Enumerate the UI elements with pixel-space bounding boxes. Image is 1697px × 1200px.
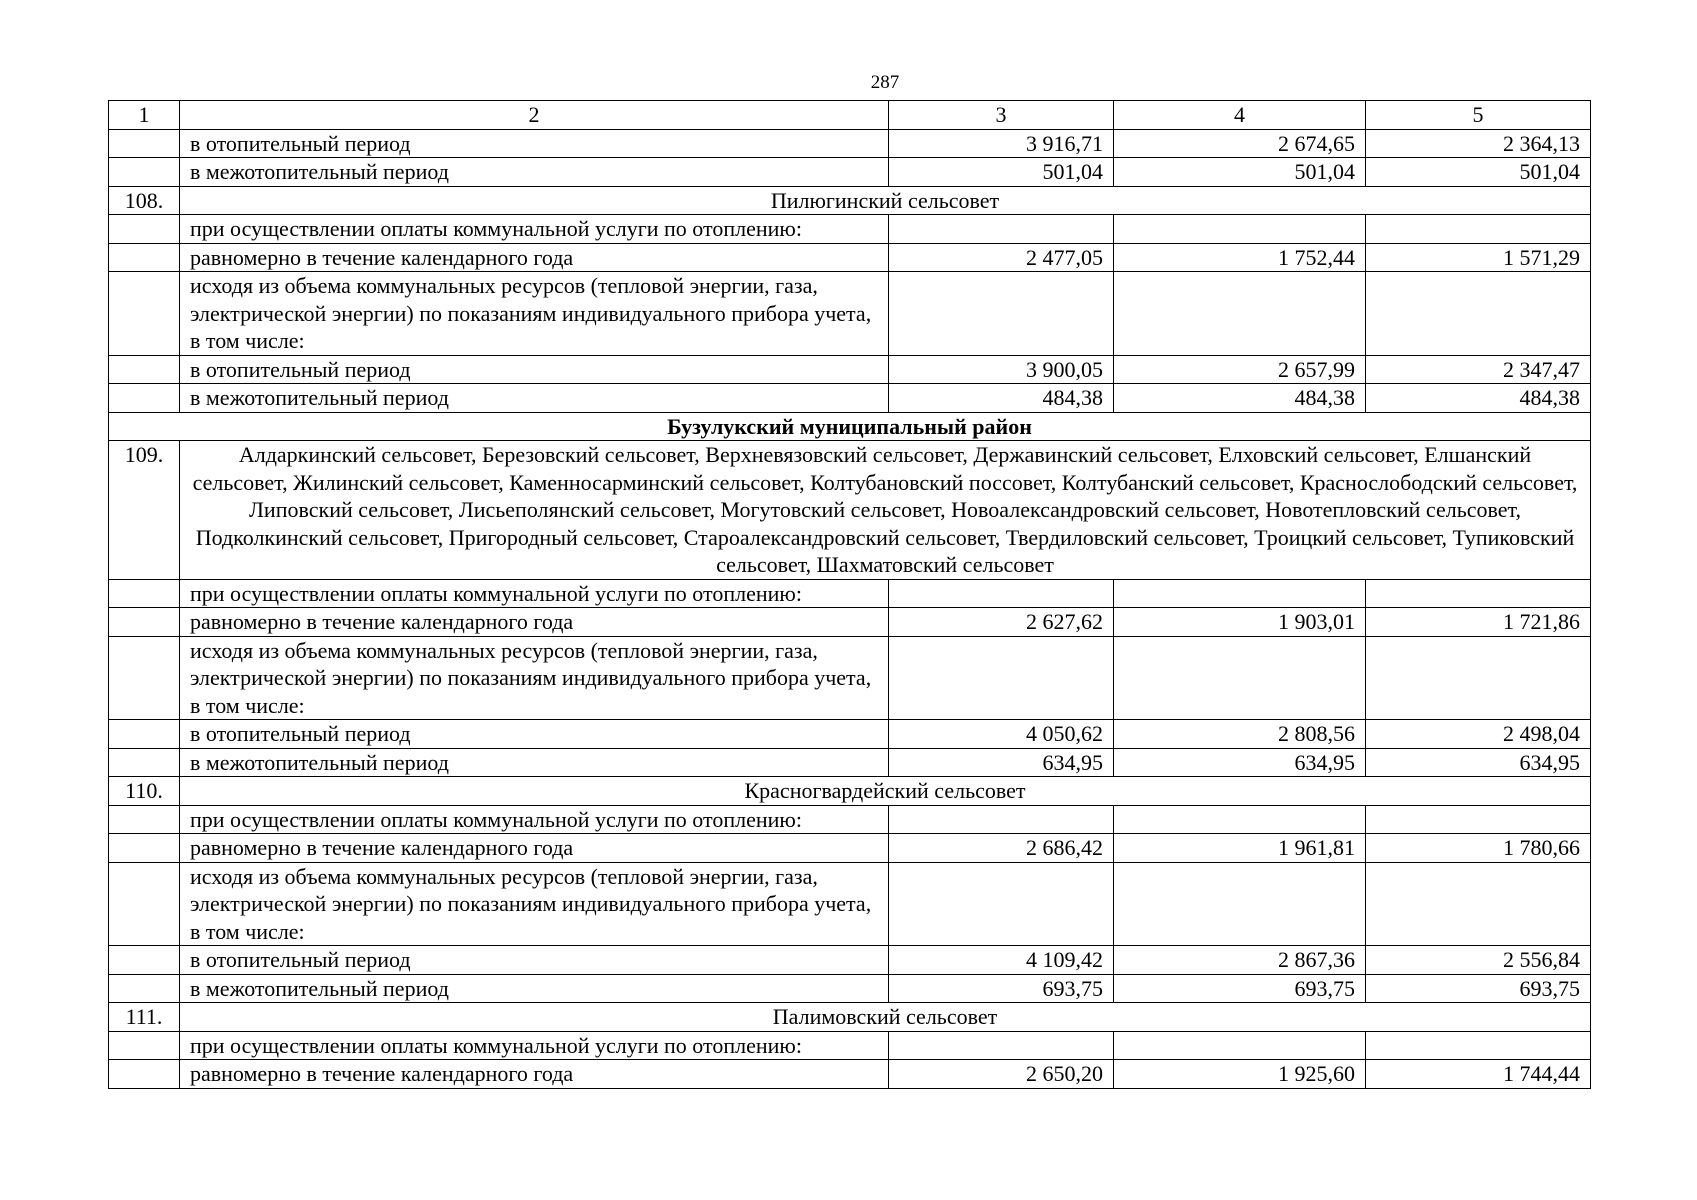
row-number bbox=[109, 215, 180, 244]
value-col-4: 634,95 bbox=[1114, 748, 1366, 777]
table-row bbox=[109, 608, 1591, 637]
value-col-5 bbox=[1366, 579, 1591, 608]
row-label: равномерно в течение календарного года bbox=[180, 1060, 889, 1089]
row-number bbox=[109, 636, 180, 720]
row-number bbox=[109, 946, 180, 975]
table-row bbox=[109, 579, 1591, 608]
value-col-5: 1 780,66 bbox=[1366, 834, 1591, 863]
value-col-5: 1 721,86 bbox=[1366, 608, 1591, 637]
district-title: Бузулукский муниципальный район bbox=[109, 412, 1591, 441]
value-col-5 bbox=[1366, 636, 1591, 720]
row-number bbox=[109, 974, 180, 1003]
value-col-4: 2 867,36 bbox=[1114, 946, 1366, 975]
value-col-4: 1 752,44 bbox=[1114, 243, 1366, 272]
row-label: равномерно в течение календарного года bbox=[180, 834, 889, 863]
header-col-4: 4 bbox=[1114, 101, 1366, 130]
row-label: равномерно в течение календарного года bbox=[180, 608, 889, 637]
value-col-5: 2 347,47 bbox=[1366, 355, 1591, 384]
row-label: при осуществлении оплаты коммунальной услуги по отоплению: bbox=[180, 579, 889, 608]
row-label: в отопительный период bbox=[180, 946, 889, 975]
value-col-5: 501,04 bbox=[1366, 158, 1591, 187]
section-row bbox=[109, 441, 1591, 580]
value-col-3 bbox=[889, 215, 1114, 244]
value-col-5: 2 498,04 bbox=[1366, 720, 1591, 749]
value-col-5 bbox=[1366, 272, 1591, 356]
value-col-4: 1 925,60 bbox=[1114, 1060, 1366, 1089]
value-col-3: 484,38 bbox=[889, 384, 1114, 413]
value-col-5 bbox=[1366, 1031, 1591, 1060]
row-label: в межотопительный период bbox=[180, 158, 889, 187]
value-col-3: 4 109,42 bbox=[889, 946, 1114, 975]
row-label: при осуществлении оплаты коммунальной услуги по отоплению: bbox=[180, 805, 889, 834]
header-col-3: 3 bbox=[889, 101, 1114, 130]
row-number bbox=[109, 272, 180, 356]
row-number bbox=[109, 129, 180, 158]
section-title: Алдаркинский сельсовет, Березовский сельсовет, Верхневязовский сельсовет, Державинский сельсовет, Елховский сельсовет, Елшанский сельсовет, Жилинский сельсовет, Каменносарминский сельсовет, Колтубановский поссовет, Колтубанский сельсовет, Краснослободский сельсовет, Липовский сельсовет, Лисьеполянский сельсовет, Могутовский сельсовет, Новоалександровский сельсовет, Новотепловский сельсовет, Подколкинский сельсовет, Пригородный сельсовет, Староалександровский сельсовет, Твердиловский сельсовет, Троицкий сельсовет, Тупиковский сельсовет, Шахматовский сельсовет bbox=[180, 441, 1591, 580]
row-label: в отопительный период bbox=[180, 129, 889, 158]
value-col-3 bbox=[889, 862, 1114, 946]
value-col-5 bbox=[1366, 805, 1591, 834]
value-col-3 bbox=[889, 579, 1114, 608]
value-col-4: 2 657,99 bbox=[1114, 355, 1366, 384]
value-col-4: 1 903,01 bbox=[1114, 608, 1366, 637]
value-col-5: 693,75 bbox=[1366, 974, 1591, 1003]
value-col-3: 634,95 bbox=[889, 748, 1114, 777]
section-row bbox=[109, 1003, 1591, 1032]
value-col-4 bbox=[1114, 272, 1366, 356]
table-row bbox=[109, 862, 1591, 946]
value-col-4: 501,04 bbox=[1114, 158, 1366, 187]
table-row bbox=[109, 158, 1591, 187]
value-col-3: 2 686,42 bbox=[889, 834, 1114, 863]
row-number bbox=[109, 608, 180, 637]
section-row bbox=[109, 777, 1591, 806]
table-row bbox=[109, 355, 1591, 384]
row-label: в межотопительный период bbox=[180, 748, 889, 777]
section-title: Палимовский сельсовет bbox=[180, 1003, 1591, 1032]
row-label: исходя из объема коммунальных ресурсов (тепловой энергии, газа, электрической энергии) по показаниям индивидуального прибора учета, в том числе: bbox=[180, 862, 889, 946]
header-col-1: 1 bbox=[109, 101, 180, 130]
value-col-4 bbox=[1114, 636, 1366, 720]
row-number: 109. bbox=[109, 441, 180, 580]
section-title: Красногвардейский сельсовет bbox=[180, 777, 1591, 806]
row-number bbox=[109, 1060, 180, 1089]
value-col-3: 501,04 bbox=[889, 158, 1114, 187]
value-col-4 bbox=[1114, 1031, 1366, 1060]
row-number bbox=[109, 720, 180, 749]
table-row bbox=[109, 636, 1591, 720]
table-row bbox=[109, 946, 1591, 975]
row-number bbox=[109, 158, 180, 187]
header-col-5: 5 bbox=[1366, 101, 1591, 130]
value-col-4 bbox=[1114, 862, 1366, 946]
value-col-4 bbox=[1114, 805, 1366, 834]
table-row bbox=[109, 748, 1591, 777]
row-number bbox=[109, 862, 180, 946]
value-col-5: 1 744,44 bbox=[1366, 1060, 1591, 1089]
tariff-table bbox=[108, 100, 1591, 1089]
row-label: равномерно в течение календарного года bbox=[180, 243, 889, 272]
row-number bbox=[109, 1031, 180, 1060]
table-row bbox=[109, 215, 1591, 244]
row-label: в отопительный период bbox=[180, 355, 889, 384]
value-col-5: 484,38 bbox=[1366, 384, 1591, 413]
row-label: при осуществлении оплаты коммунальной услуги по отоплению: bbox=[180, 1031, 889, 1060]
row-label: в межотопительный период bbox=[180, 974, 889, 1003]
value-col-5: 634,95 bbox=[1366, 748, 1591, 777]
value-col-4: 2 674,65 bbox=[1114, 129, 1366, 158]
table-row bbox=[109, 129, 1591, 158]
value-col-4: 1 961,81 bbox=[1114, 834, 1366, 863]
section-title: Пилюгинский сельсовет bbox=[180, 186, 1591, 215]
row-label: исходя из объема коммунальных ресурсов (тепловой энергии, газа, электрической энергии) по показаниям индивидуального прибора учета, в том числе: bbox=[180, 272, 889, 356]
value-col-5: 1 571,29 bbox=[1366, 243, 1591, 272]
value-col-3: 3 916,71 bbox=[889, 129, 1114, 158]
row-label: в межотопительный период bbox=[180, 384, 889, 413]
table-row bbox=[109, 243, 1591, 272]
value-col-3 bbox=[889, 636, 1114, 720]
table-row bbox=[109, 974, 1591, 1003]
value-col-5: 2 364,13 bbox=[1366, 129, 1591, 158]
value-col-4: 484,38 bbox=[1114, 384, 1366, 413]
row-label: исходя из объема коммунальных ресурсов (тепловой энергии, газа, электрической энергии) по показаниям индивидуального прибора учета, в том числе: bbox=[180, 636, 889, 720]
section-row bbox=[109, 186, 1591, 215]
value-col-3 bbox=[889, 272, 1114, 356]
table-row bbox=[109, 272, 1591, 356]
value-col-3: 693,75 bbox=[889, 974, 1114, 1003]
district-row bbox=[109, 412, 1591, 441]
row-number bbox=[109, 805, 180, 834]
row-number bbox=[109, 579, 180, 608]
value-col-5: 2 556,84 bbox=[1366, 946, 1591, 975]
value-col-3: 2 650,20 bbox=[889, 1060, 1114, 1089]
row-number: 110. bbox=[109, 777, 180, 806]
value-col-3: 3 900,05 bbox=[889, 355, 1114, 384]
table-row bbox=[109, 805, 1591, 834]
row-number bbox=[109, 355, 180, 384]
header-col-2: 2 bbox=[180, 101, 889, 130]
value-col-3: 4 050,62 bbox=[889, 720, 1114, 749]
value-col-3: 2 627,62 bbox=[889, 608, 1114, 637]
table-row bbox=[109, 720, 1591, 749]
table-row bbox=[109, 384, 1591, 413]
value-col-3 bbox=[889, 805, 1114, 834]
value-col-4 bbox=[1114, 579, 1366, 608]
value-col-5 bbox=[1366, 215, 1591, 244]
table-row bbox=[109, 1031, 1591, 1060]
table-row bbox=[109, 1060, 1591, 1089]
row-number bbox=[109, 748, 180, 777]
row-number: 111. bbox=[109, 1003, 180, 1032]
row-number bbox=[109, 384, 180, 413]
row-number bbox=[109, 834, 180, 863]
table-row bbox=[109, 834, 1591, 863]
header-row bbox=[109, 101, 1591, 130]
page-number: 287 bbox=[870, 72, 900, 93]
value-col-4: 693,75 bbox=[1114, 974, 1366, 1003]
value-col-5 bbox=[1366, 862, 1591, 946]
value-col-4: 2 808,56 bbox=[1114, 720, 1366, 749]
value-col-3 bbox=[889, 1031, 1114, 1060]
row-number: 108. bbox=[109, 186, 180, 215]
row-label: в отопительный период bbox=[180, 720, 889, 749]
row-number bbox=[109, 243, 180, 272]
value-col-3: 2 477,05 bbox=[889, 243, 1114, 272]
row-label: при осуществлении оплаты коммунальной услуги по отоплению: bbox=[180, 215, 889, 244]
value-col-4 bbox=[1114, 215, 1366, 244]
